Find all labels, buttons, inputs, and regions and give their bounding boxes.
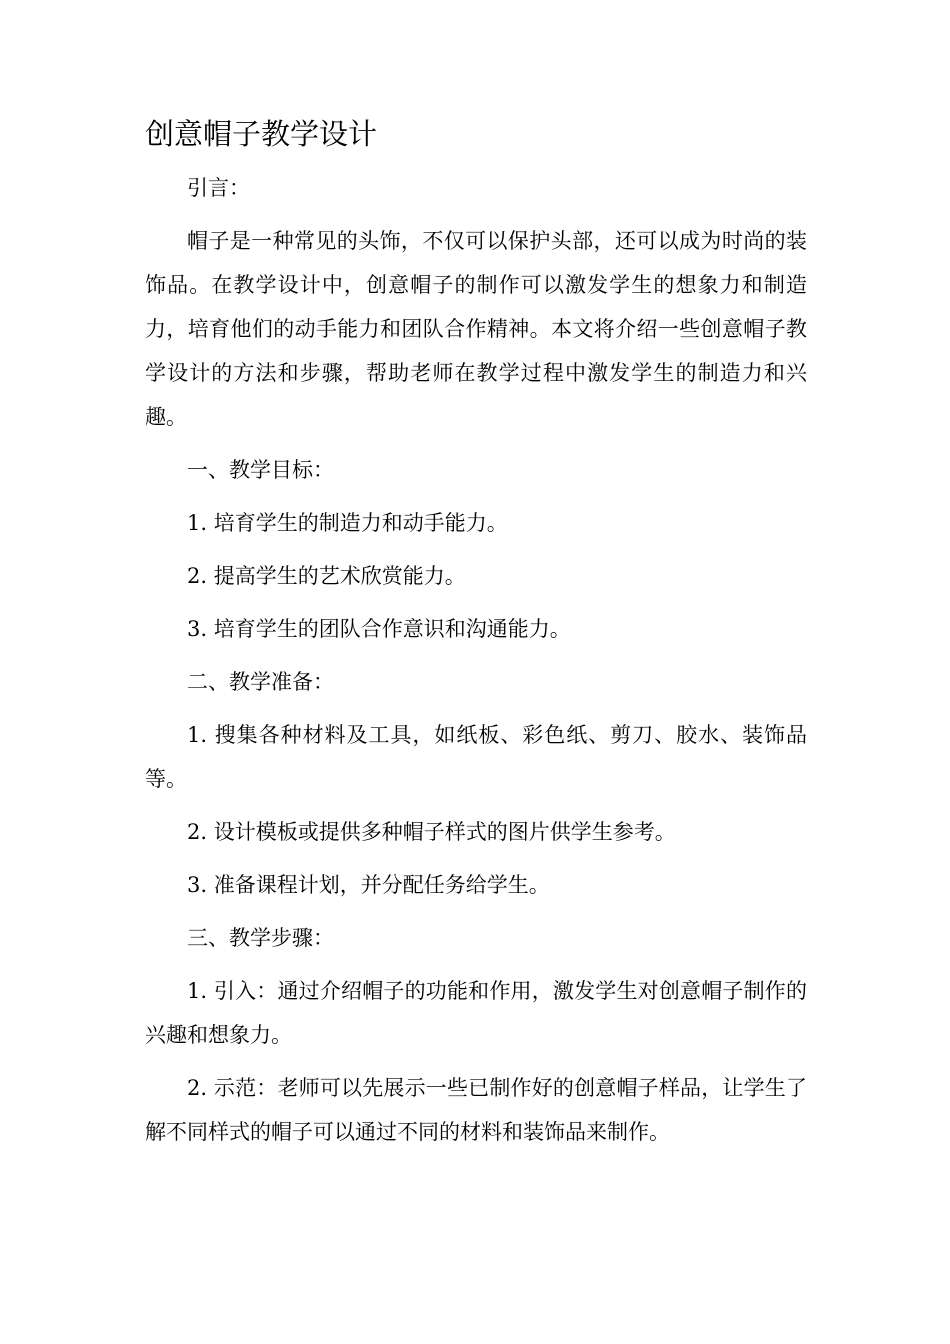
step-item-1: 1. 引入：通过介绍帽子的功能和作用，激发学生对创意帽子制作的兴趣和想象力。: [145, 979, 807, 1047]
goal-item-1: 1. 培育学生的制造力和动手能力。: [187, 511, 508, 535]
document-title: 创意帽子教学设计: [145, 117, 378, 151]
document-body: [145, 112, 807, 1163]
goal-item-2: 2. 提高学生的艺术欣赏能力。: [187, 564, 466, 588]
paragraph-intro-label: 引言：: [187, 176, 250, 200]
preparation-item-1: 1. 搜集各种材料及工具，如纸板、彩色纸、剪刀、胶水、装饰品等。: [145, 723, 807, 791]
section-heading-steps: 三、教学步骤：: [187, 926, 334, 950]
preparation-item-3: 3. 准备课程计划，并分配任务给学生。: [187, 873, 550, 897]
step-item-2: 2. 示范：老师可以先展示一些已制作好的创意帽子样品，让学生了解不同样式的帽子可以通过不同的材料和装饰品来制作。: [145, 1076, 807, 1144]
section-heading-goals: 一、教学目标：: [187, 458, 334, 482]
paragraph-intro-body: 帽子是一种常见的头饰，不仅可以保护头部，还可以成为时尚的装饰品。在教学设计中，创意帽子的制作可以激发学生的想象力和制造力，培育他们的动手能力和团队合作精神。本文将介绍一些创意帽子教学设计的方法和步骤，帮助老师在教学过程中激发学生的制造力和兴趣。: [145, 229, 807, 429]
section-heading-preparation: 二、教学准备：: [187, 670, 334, 694]
goal-item-3: 3. 培育学生的团队合作意识和沟通能力。: [187, 617, 571, 641]
preparation-item-2: 2. 设计模板或提供多种帽子样式的图片供学生参考。: [187, 820, 676, 844]
